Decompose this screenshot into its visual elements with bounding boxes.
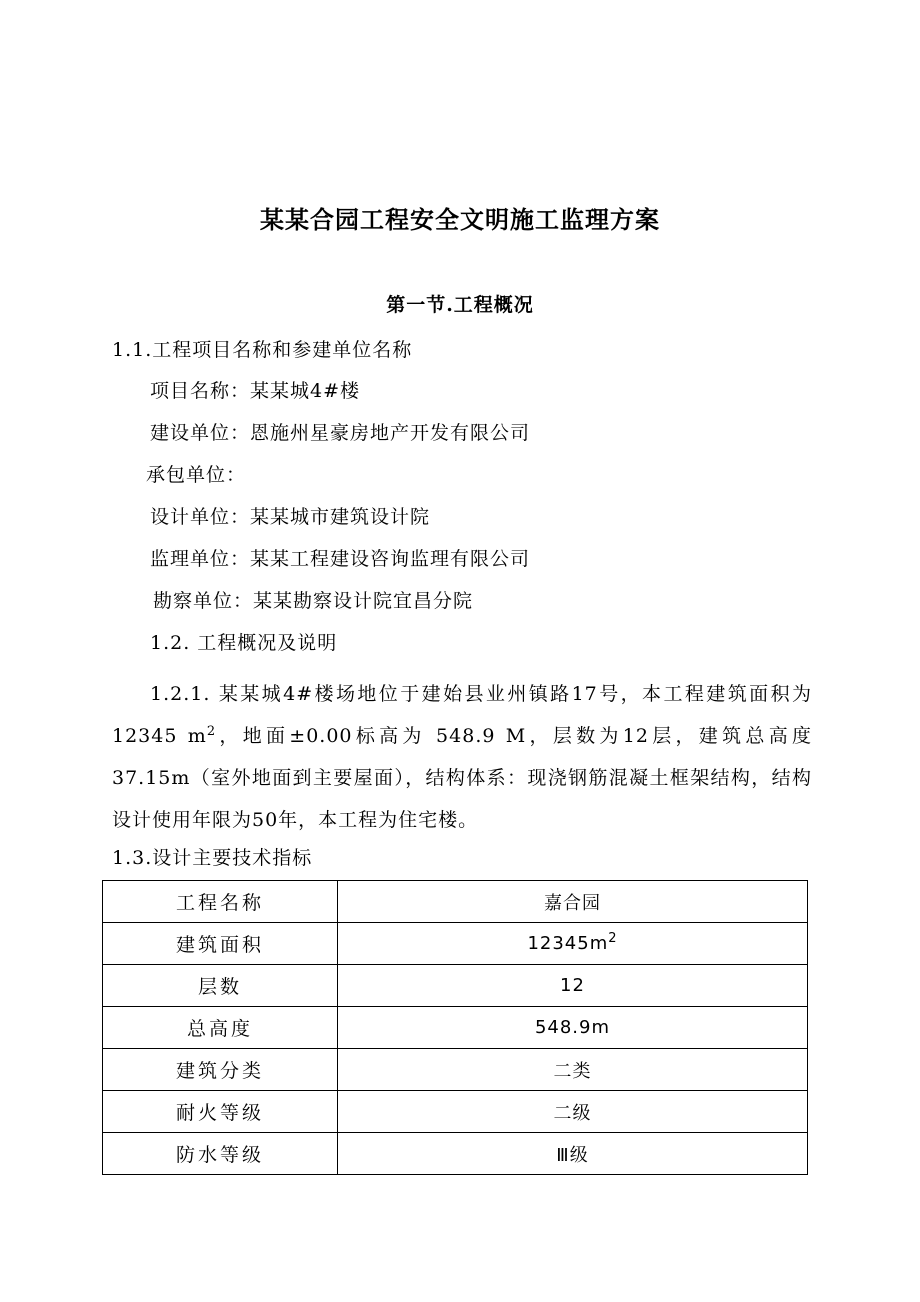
spec-label: 建筑分类 xyxy=(103,1049,338,1091)
table-row xyxy=(103,1091,808,1133)
spec-table xyxy=(102,880,808,1175)
spec-label: 防水等级 xyxy=(103,1133,338,1175)
table-row xyxy=(103,965,808,1007)
spec-value: 嘉合园 xyxy=(338,881,808,923)
spec-value: 二级 xyxy=(338,1091,808,1133)
section-title: 第一节.工程概况 xyxy=(386,294,534,316)
spec-label: 工程名称 xyxy=(103,881,338,923)
item-project-name: 项目名称：某某城4#楼 xyxy=(150,380,361,402)
table-row xyxy=(103,1133,808,1175)
overview-text-2: ，地面±0.00标高为 548.9 M，层数为12层，建筑总高度37.15m（室外地面到主要屋面），结构体系：现浇钢筋混凝土框架结构，结构设计使用年限为50年，本工程为住宅楼。 xyxy=(112,725,812,831)
table-row xyxy=(103,881,808,923)
spec-value: 二类 xyxy=(338,1049,808,1091)
heading-1-3: 1.3.设计主要技术指标 xyxy=(112,847,313,869)
overview-paragraph xyxy=(112,673,812,841)
item-designer: 设计单位：某某城市建筑设计院 xyxy=(150,506,431,528)
spec-label: 建筑面积 xyxy=(103,923,338,965)
item-survey: 勘察单位：某某勘察设计院宜昌分院 xyxy=(153,590,474,612)
spec-label: 层数 xyxy=(103,965,338,1007)
item-client: 建设单位：恩施州星豪房地产开发有限公司 xyxy=(150,422,531,444)
table-row xyxy=(103,1007,808,1049)
spec-label: 总高度 xyxy=(103,1007,338,1049)
superscript: 2 xyxy=(206,724,217,739)
spec-value: 548.9m xyxy=(338,1007,808,1049)
spec-value: $12345m^2$ xyxy=(338,923,808,965)
table-row xyxy=(103,1049,808,1091)
table-row xyxy=(103,923,808,965)
heading-1-1: 1.1.工程项目名称和参建单位名称 xyxy=(112,339,413,361)
overview-text-1: 1.2.1. 某某城4#楼场地位于建始县业州镇路17号，本工程建筑面积为12345 m xyxy=(112,683,812,747)
document-title: 某某合园工程安全文明施工监理方案 xyxy=(260,205,660,234)
item-contractor: 承包单位： xyxy=(146,464,247,486)
spec-label: 耐火等级 xyxy=(103,1091,338,1133)
item-supervisor: 监理单位：某某工程建设咨询监理有限公司 xyxy=(150,548,531,570)
superscript: 2 xyxy=(608,931,618,946)
spec-value: 12 xyxy=(338,965,808,1007)
heading-1-2: 1.2. 工程概况及说明 xyxy=(150,632,338,654)
spec-value: Ⅲ级 xyxy=(338,1133,808,1175)
